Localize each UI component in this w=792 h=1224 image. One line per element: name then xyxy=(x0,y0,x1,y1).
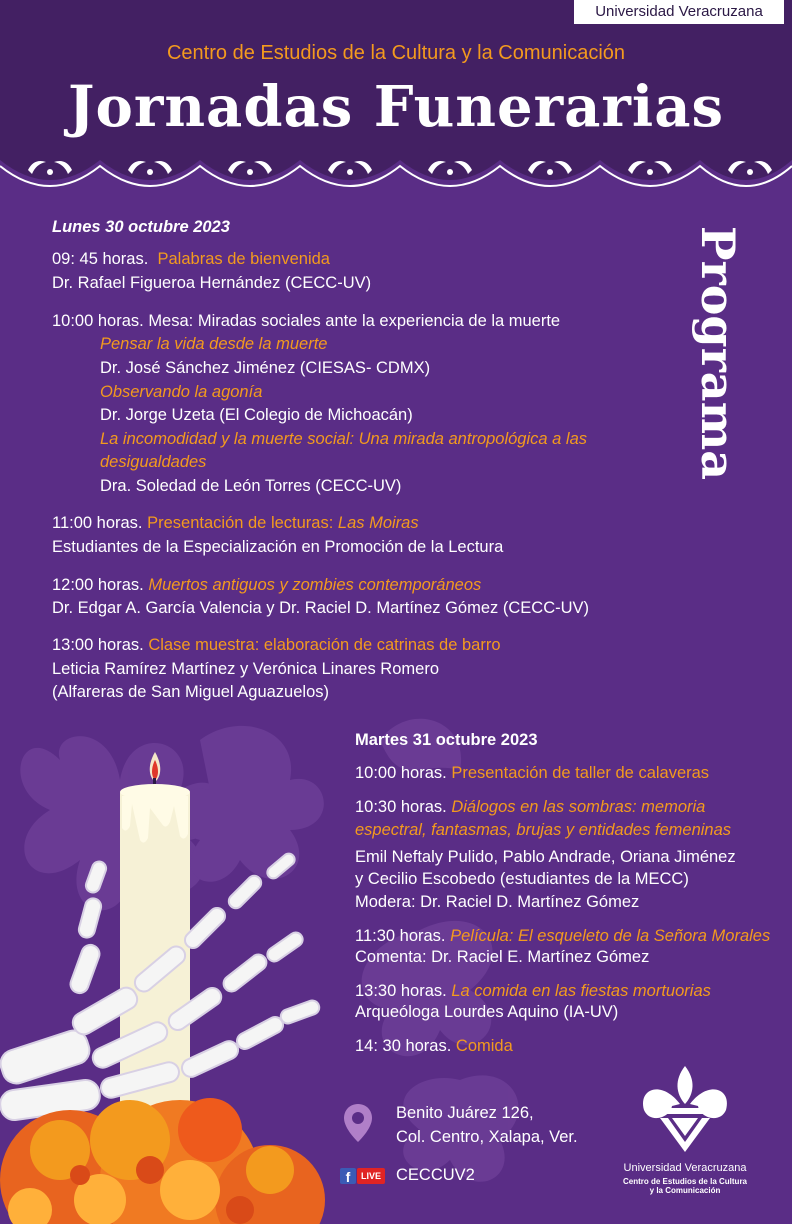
event-person: Leticia Ramírez Martínez y Verónica Linares Romero xyxy=(52,660,439,678)
programa-side-title xyxy=(668,218,768,488)
event-time: 10:00 horas. xyxy=(355,764,447,782)
papel-picado-border xyxy=(0,140,792,202)
event-time: 09: 45 horas. xyxy=(52,250,149,268)
list-item xyxy=(355,762,709,784)
logo-center-name-2: y la Comunicación xyxy=(649,1186,721,1195)
event-time: 11:00 horas. xyxy=(52,514,143,532)
list-item xyxy=(355,796,705,818)
talk-speaker: Dr. Jorge Uzeta (El Colegio de Michoacán) xyxy=(100,406,413,424)
list-item xyxy=(52,574,481,596)
talk-title: Observando la agonía xyxy=(100,383,263,401)
event-person: Dr. Rafael Figueroa Hernández (CECC-UV) xyxy=(52,274,372,292)
list-item xyxy=(355,1035,513,1057)
event-person: Dr. Edgar A. García Valencia y Dr. Raciel D. Martínez Gómez (CECC-UV) xyxy=(52,599,590,617)
talk-title: Pensar la vida desde la muerte xyxy=(100,335,328,353)
event-label: Película: xyxy=(450,927,514,945)
facebook-icon[interactable]: f xyxy=(340,1168,356,1184)
list-item xyxy=(355,925,770,947)
list-item xyxy=(52,512,419,534)
event-time: 13:30 horas. xyxy=(355,982,447,1000)
event-title: Presentación de taller de calaveras xyxy=(451,764,710,782)
list-item xyxy=(52,248,330,270)
event-time: 11:30 horas. xyxy=(355,927,446,945)
event-time: 14: 30 horas. xyxy=(355,1037,452,1055)
event-title: Jornadas Funerarias xyxy=(67,74,725,140)
center-name: Centro de Estudios de la Cultura y la Comunicación xyxy=(166,42,626,64)
event-time: 10:30 horas. xyxy=(355,798,447,816)
logo-center-name-1: Centro de Estudios de la Cultura xyxy=(622,1177,747,1186)
event-title: Comida xyxy=(455,1037,513,1055)
event-person: y Cecilio Escobedo (estudiantes de la MECC) xyxy=(355,870,689,888)
event-title: Clase muestra: elaboración de catrinas de barro xyxy=(148,636,501,654)
event-person: (Alfareras de San Miguel Aguazuelos) xyxy=(52,683,329,701)
event-moderator: Modera: Dr. Raciel D. Martínez Gómez xyxy=(355,893,640,911)
logo-university-name: Universidad Veracruzana xyxy=(623,1162,747,1174)
monday-date: Lunes 30 octubre 2023 xyxy=(52,218,230,236)
list-item xyxy=(355,980,711,1002)
social-handle[interactable]: CECCUV2 xyxy=(396,1166,475,1184)
university-tab: Universidad Veracruzana xyxy=(574,0,784,24)
event-title-italic: Las Moiras xyxy=(337,514,419,532)
event-title-cont: espectral, fantasmas, brujas y entidades femeninas xyxy=(355,821,732,839)
tuesday-date: Martes 31 octubre 2023 xyxy=(355,731,538,749)
live-badge-icon: LIVE xyxy=(357,1168,385,1184)
event-person: Arqueóloga Lourdes Aquino (IA-UV) xyxy=(355,1003,619,1021)
talk-title-cont: desigualdades xyxy=(100,453,207,471)
list-item xyxy=(52,634,501,656)
event-time: 12:00 horas. xyxy=(52,576,144,594)
event-title: Palabras de bienvenida xyxy=(157,250,330,268)
address-line-1: Benito Juárez 126, xyxy=(396,1104,534,1122)
event-time: 13:00 horas. xyxy=(52,636,144,654)
event-person: Comenta: Dr. Raciel E. Martínez Gómez xyxy=(355,948,650,966)
talk-title: La incomodidad y la muerte social: Una mirada antropológica a las xyxy=(100,430,588,448)
event-person: Estudiantes de la Especialización en Promoción de la Lectura xyxy=(52,538,504,556)
event-title: La comida en las fiestas mortuorias xyxy=(451,982,711,1000)
uv-logo-icon xyxy=(610,1062,760,1162)
location-pin-icon xyxy=(342,1102,374,1144)
marigold-flower-icon xyxy=(0,1060,330,1224)
talk-speaker: Dra. Soledad de León Torres (CECC-UV) xyxy=(100,477,402,495)
event-title: Diálogos en las sombras: memoria xyxy=(451,798,706,816)
event-person: Emil Neftaly Pulido, Pablo Andrade, Oriana Jiménez xyxy=(355,848,736,866)
event-line: 10:00 horas. Mesa: Miradas sociales ante la experiencia de la muerte xyxy=(52,312,561,330)
programa-label: Programa xyxy=(691,225,745,481)
talk-speaker: Dr. José Sánchez Jiménez (CIESAS- CDMX) xyxy=(100,359,431,377)
event-title: El esqueleto de la Señora Morales xyxy=(518,927,771,945)
event-title: Presentación de lecturas: xyxy=(147,514,334,532)
event-title: Muertos antiguos y zombies contemporáneos xyxy=(148,576,482,594)
address-line-2: Col. Centro, Xalapa, Ver. xyxy=(396,1128,578,1146)
